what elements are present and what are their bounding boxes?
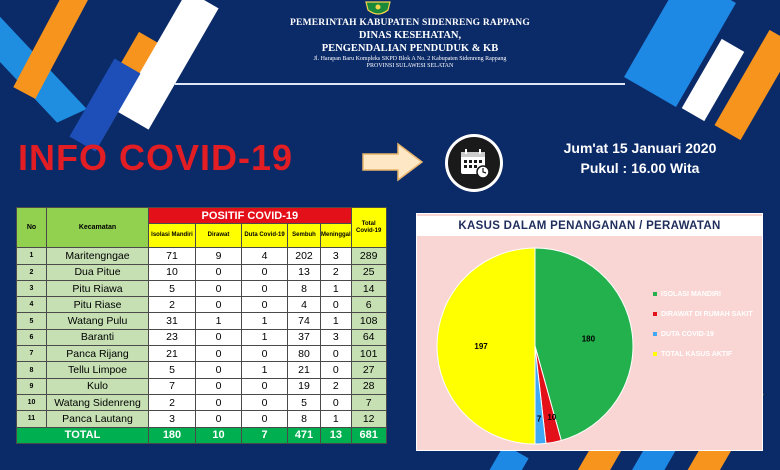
row-kecamatan: Watang Pulu xyxy=(47,313,149,329)
row-no: 7 xyxy=(17,346,47,362)
header-line5: PROVINSI SULAWESI SELATAN xyxy=(366,63,454,69)
row-dirawat: 9 xyxy=(196,248,242,264)
row-dirawat: 0 xyxy=(196,362,242,378)
row-dirawat: 0 xyxy=(196,280,242,296)
chart-legend xyxy=(653,290,763,370)
time-line: Pukul : 16.00 Wita xyxy=(580,160,700,176)
row-kecamatan: Tellu Limpoe xyxy=(47,362,149,378)
row-kecamatan: Pitu Riase xyxy=(47,297,149,313)
row-sembuh: 8 xyxy=(288,411,321,427)
row-no: 3 xyxy=(17,280,47,296)
pie-chart-panel xyxy=(416,213,763,451)
row-no: 9 xyxy=(17,378,47,394)
header-line1: PEMERINTAH KABUPATEN SIDENRENG RAPPANG xyxy=(290,18,530,28)
label-dirawat: 10 xyxy=(547,413,557,423)
row-kecamatan: Panca Lautang xyxy=(47,411,149,427)
table-row xyxy=(17,297,387,313)
row-total: 108 xyxy=(351,313,386,329)
row-no: 4 xyxy=(17,297,47,313)
table-row xyxy=(17,248,387,264)
total-label: TOTAL xyxy=(17,427,149,443)
row-meninggal: 2 xyxy=(321,264,352,280)
table-row xyxy=(17,280,387,296)
row-total: 6 xyxy=(351,297,386,313)
table-row xyxy=(17,394,387,410)
chart-title: KASUS DALAM PENANGANAN / PERAWATAN xyxy=(417,216,762,236)
row-no: 1 xyxy=(17,248,47,264)
table-row xyxy=(17,378,387,394)
row-dirawat: 0 xyxy=(196,346,242,362)
header-total: Total Covid-19 xyxy=(351,208,386,248)
row-total: 289 xyxy=(351,248,386,264)
pie-chart xyxy=(417,238,652,450)
row-sembuh: 80 xyxy=(288,346,321,362)
row-kecamatan: Panca Rijang xyxy=(47,346,149,362)
table-row xyxy=(17,346,387,362)
row-dirawat: 0 xyxy=(196,378,242,394)
row-isolasi: 23 xyxy=(149,329,196,345)
row-kecamatan: Pitu Riawa xyxy=(47,280,149,296)
total-dirawat: 10 xyxy=(196,427,242,443)
row-meninggal: 1 xyxy=(321,313,352,329)
row-isolasi: 5 xyxy=(149,362,196,378)
row-duta: 0 xyxy=(242,297,288,313)
header-dirawat: Dirawat xyxy=(196,224,242,248)
row-sembuh: 4 xyxy=(288,297,321,313)
legend-label: TOTAL KASUS AKTIF xyxy=(661,351,733,358)
row-isolasi: 21 xyxy=(149,346,196,362)
row-total: 14 xyxy=(351,280,386,296)
header-divider xyxy=(175,83,625,85)
row-total: 12 xyxy=(351,411,386,427)
row-total: 101 xyxy=(351,346,386,362)
row-kecamatan: Watang Sidenreng xyxy=(47,394,149,410)
label-total-aktif: 197 xyxy=(474,342,488,351)
row-kecamatan: Baranti xyxy=(47,329,149,345)
row-total: 28 xyxy=(351,378,386,394)
row-no: 11 xyxy=(17,411,47,427)
total-duta: 7 xyxy=(242,427,288,443)
header-meninggal: Meninggal xyxy=(321,224,352,248)
row-isolasi: 71 xyxy=(149,248,196,264)
row-isolasi: 5 xyxy=(149,280,196,296)
row-meninggal: 0 xyxy=(321,346,352,362)
date-block xyxy=(520,138,760,178)
row-meninggal: 1 xyxy=(321,280,352,296)
header-isolasi: Isolasi Mandiri xyxy=(149,224,196,248)
label-duta: 7 xyxy=(536,414,542,424)
row-dirawat: 0 xyxy=(196,394,242,410)
info-title: INFO COVID-19 xyxy=(18,137,294,178)
row-duta: 1 xyxy=(242,362,288,378)
row-meninggal: 0 xyxy=(321,394,352,410)
header-positif: POSITIF COVID-19 xyxy=(149,208,352,224)
row-no: 6 xyxy=(17,329,47,345)
row-dirawat: 0 xyxy=(196,297,242,313)
header-duta: Duta Covid-19 xyxy=(242,224,288,248)
calendar-clock-icon xyxy=(445,134,503,192)
row-total: 64 xyxy=(351,329,386,345)
row-dirawat: 0 xyxy=(196,329,242,345)
row-sembuh: 21 xyxy=(288,362,321,378)
row-dirawat: 1 xyxy=(196,313,242,329)
row-sembuh: 13 xyxy=(288,264,321,280)
row-isolasi: 31 xyxy=(149,313,196,329)
row-meninggal: 0 xyxy=(321,297,352,313)
right-arrow-icon xyxy=(362,142,424,182)
row-sembuh: 19 xyxy=(288,378,321,394)
row-duta: 4 xyxy=(242,248,288,264)
row-dirawat: 0 xyxy=(196,264,242,280)
row-no: 5 xyxy=(17,313,47,329)
row-duta: 0 xyxy=(242,346,288,362)
row-isolasi: 3 xyxy=(149,411,196,427)
row-no: 10 xyxy=(17,394,47,410)
date-line: Jum'at 15 Januari 2020 xyxy=(563,140,717,156)
row-total: 7 xyxy=(351,394,386,410)
row-dirawat: 0 xyxy=(196,411,242,427)
legend-swatch xyxy=(653,332,657,336)
table-row xyxy=(17,329,387,345)
row-no: 8 xyxy=(17,362,47,378)
total-sembuh: 471 xyxy=(288,427,321,443)
row-duta: 1 xyxy=(242,313,288,329)
table-row xyxy=(17,264,387,280)
row-isolasi: 2 xyxy=(149,297,196,313)
legend-label: ISOLASI MANDIRI xyxy=(661,291,721,298)
legend-dirawat xyxy=(653,310,763,319)
legend-swatch xyxy=(653,292,657,296)
row-duta: 0 xyxy=(242,280,288,296)
total-row xyxy=(17,427,387,443)
letterhead xyxy=(200,12,620,69)
total-isolasi: 180 xyxy=(149,427,196,443)
total-total: 681 xyxy=(351,427,386,443)
row-sembuh: 37 xyxy=(288,329,321,345)
header-line2: DINAS KESEHATAN, xyxy=(358,30,462,41)
row-isolasi: 2 xyxy=(149,394,196,410)
row-kecamatan: Dua Pitue xyxy=(47,264,149,280)
header-line4: Jl. Harapan Baru Kompleks SKPD Blok A No. 2 Kabupaten Sidenreng Rappang xyxy=(313,56,507,62)
row-sembuh: 202 xyxy=(288,248,321,264)
legend-isolasi-mandiri xyxy=(653,290,763,299)
row-duta: 1 xyxy=(242,329,288,345)
label-isolasi-mandiri: 180 xyxy=(581,334,596,344)
header-line3: PENGENDALIAN PENDUDUK & KB xyxy=(321,43,499,54)
covid-table xyxy=(16,207,387,444)
legend-swatch xyxy=(653,352,657,356)
row-duta: 0 xyxy=(242,394,288,410)
legend-label: DUTA COVID-19 xyxy=(661,331,714,338)
total-meninggal: 13 xyxy=(321,427,352,443)
row-duta: 0 xyxy=(242,378,288,394)
row-duta: 0 xyxy=(242,411,288,427)
legend-swatch xyxy=(653,312,657,316)
row-total: 25 xyxy=(351,264,386,280)
row-sembuh: 74 xyxy=(288,313,321,329)
table-row xyxy=(17,313,387,329)
header-sembuh: Sembuh xyxy=(288,224,321,248)
row-isolasi: 7 xyxy=(149,378,196,394)
row-kecamatan: Kulo xyxy=(47,378,149,394)
row-sembuh: 8 xyxy=(288,280,321,296)
row-sembuh: 5 xyxy=(288,394,321,410)
header-no: No xyxy=(17,208,47,248)
row-meninggal: 1 xyxy=(321,411,352,427)
table-row xyxy=(17,411,387,427)
row-kecamatan: Maritengngae xyxy=(47,248,149,264)
legend-total-aktif xyxy=(653,350,763,359)
row-no: 2 xyxy=(17,264,47,280)
legend-label: DIRAWAT DI RUMAH SAKIT xyxy=(661,311,753,318)
row-meninggal: 3 xyxy=(321,248,352,264)
row-duta: 0 xyxy=(242,264,288,280)
row-meninggal: 0 xyxy=(321,362,352,378)
row-meninggal: 3 xyxy=(321,329,352,345)
table-row xyxy=(17,362,387,378)
row-meninggal: 2 xyxy=(321,378,352,394)
legend-duta xyxy=(653,330,763,339)
header-kecamatan: Kecamatan xyxy=(47,208,149,248)
row-isolasi: 10 xyxy=(149,264,196,280)
row-total: 27 xyxy=(351,362,386,378)
